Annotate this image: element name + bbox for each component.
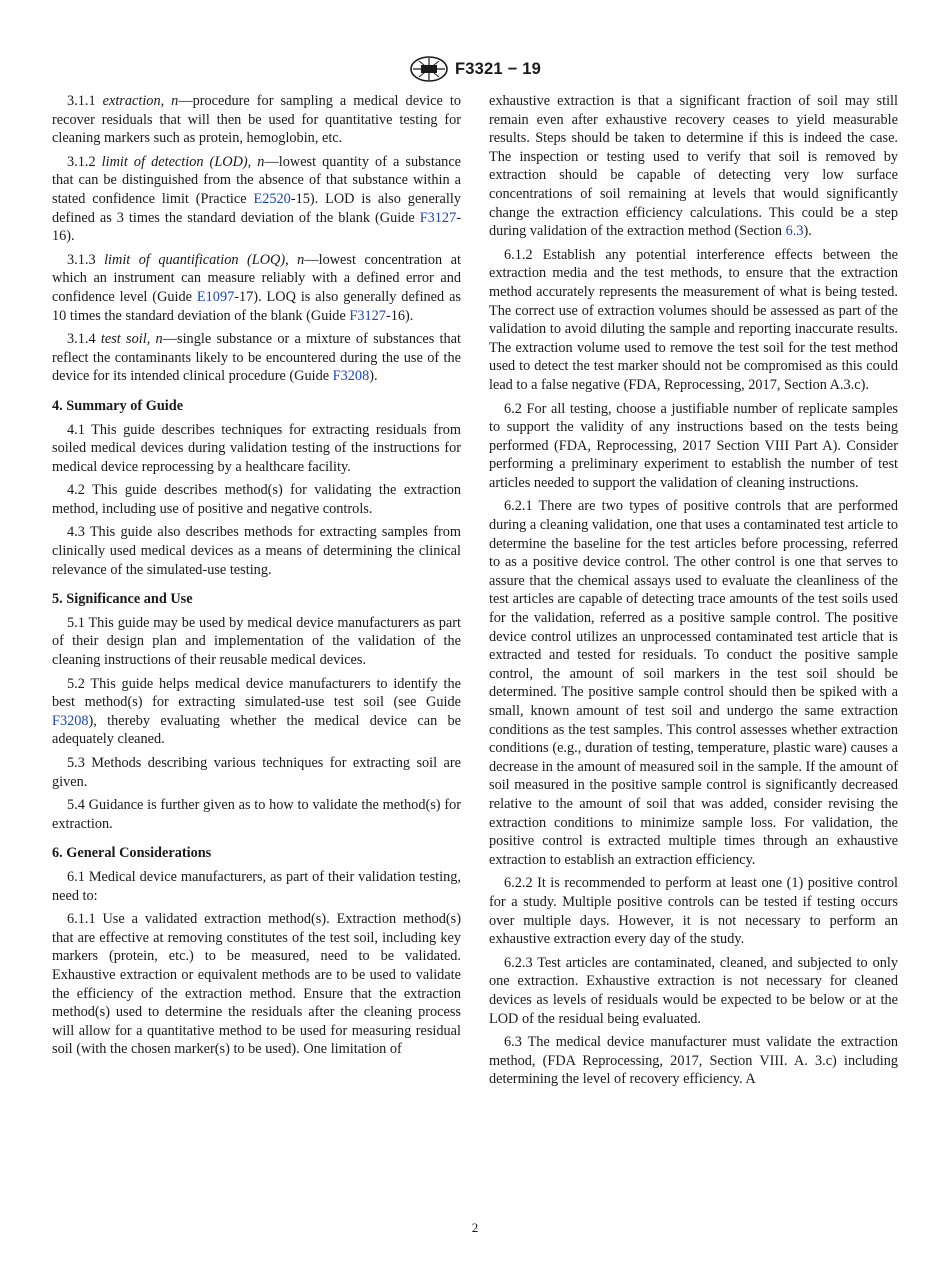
reference-link-f3127[interactable]: F3127 — [349, 307, 386, 324]
paragraph-6-1-1-continued: exhaustive extraction is that a significant fraction of soil may still remain even after exhaustive recovery ceases to yield measurable results. Steps should be taken to determine if this is indeed the case. The inspection or testing used to verify that soil is removed by extraction should be capable of detecting very low surface concentrations of soil remaining at levels that would significantly change the extraction efficiency calculations. This could be a step during validation of the extraction method (Section 6.3). — [489, 93, 898, 240]
paragraph-3-1-4: 3.1.4 test soil, n—single substance or a mixture of substances that reflect the contaminants likely to be encountered during the use of the device for its intended clinical procedure (Guide F3208). — [52, 331, 461, 385]
paragraph-5-1: 5.1 This guide may be used by medical device manufacturers as part of their design plan and implementation of the validation of the cleaning instructions of their reusable medical devices. — [52, 614, 461, 669]
paragraph-6-2-3: 6.2.3 Test articles are contaminated, cleaned, and subjected to only one extraction. Exhaustive extraction is not necessary for cleaned devices as levels of residuals would be expected to be below or at the LOD of the residual being evaluated. — [489, 954, 898, 1027]
term-label: limit of detection (LOD), n — [101, 153, 265, 170]
paragraph-4-1: 4.1 This guide describes techniques for extracting residuals from soiled medical devices during validation testing of the instructions for medical device reprocessing by a healthcare facility. — [52, 421, 461, 475]
paragraph-6-2-2: 6.2.2 It is recommended to perform at least one (1) positive control for a study. Multiple positive controls can be tested if testing occurs over multiple days. However, it is not necessary to perform an exhaustive extraction every day of the study. — [489, 875, 898, 948]
document-designation: F3321 − 19 — [455, 59, 541, 78]
term-label: extraction, n — [102, 93, 179, 109]
paragraph-6-1-2: 6.1.2 Establish any potential interference effects between the extraction media and the test methods, to ensure that the extraction method accurately represents the measurement of what is being tested. The correct use of extraction volumes should be assessed as part of the validation to avoid diluting the sample and reporting inaccurate results. The extraction volume used to remove the test soil for the test method used to detect the test marker should not be compromised as this could lead to a false negative (FDA, Reprocessing, 2017, Section A.3.c). — [489, 246, 898, 393]
paragraph-4-3: 4.3 This guide also describes methods for extracting samples from clinically used medical devices as a means of determining the clinical relevance of the simulated-use testing. — [52, 524, 461, 578]
term-label: limit of quantification (LOQ), n — [104, 251, 305, 268]
term-label: test soil, n — [100, 331, 163, 348]
paragraph-3-1-1: 3.1.1 extraction, n—procedure for sampling a medical device to recover residuals that will then be used for quantitative testing for cleaning markers such as protein, hemoglobin, etc. — [52, 93, 461, 147]
section-heading-5: 5. Significance and Use — [52, 591, 193, 608]
paragraph-5-3: 5.3 Methods describing various techniques for extracting soil are given. — [52, 755, 461, 790]
reference-link-f3208[interactable]: F3208 — [52, 712, 89, 729]
paragraph-4-2: 4.2 This guide describes method(s) for validating the extraction method, including use of positive and negative controls. — [52, 482, 461, 517]
page-number: 2 — [471, 1220, 479, 1235]
paragraph-6-2: 6.2 For all testing, choose a justifiable number of replicate samples to support the validity of any instructions based on the tests being performed (FDA, Reprocessing, 2017 Section VIII Part A). Consider performing a preliminary experiment to establish the number of test articles needed to support the validation of cleaning instructions. — [489, 400, 898, 491]
reference-link-f3208[interactable]: F3208 — [332, 368, 370, 385]
section-heading-6: 6. General Considerations — [52, 845, 212, 862]
paragraph-3-1-2: 3.1.2 limit of detection (LOD), n—lowest quantity of a substance that can be distinguished from the absence of that substance within a stated confidence limit (Practice E2520-15). LOD is also generally defined as 3 times the standard deviation of the blank (Guide F3127-16). — [52, 153, 462, 245]
paragraph-5-4: 5.4 Guidance is further given as to how to validate the method(s) for extraction. — [52, 797, 461, 832]
right-column — [489, 92, 898, 1094]
paragraph-6-1: 6.1 Medical device manufacturers, as part of their validation testing, need to: — [52, 868, 461, 904]
section-heading-4: 4. Summary of Guide — [52, 397, 184, 414]
reference-link-e2520[interactable]: E2520 — [253, 190, 291, 207]
reference-link-f3127[interactable]: F3127 — [419, 209, 457, 226]
section-link-6-3[interactable]: 6.3 — [785, 223, 804, 240]
paragraph-3-1-3: 3.1.3 limit of quantification (LOQ), n—lowest concentration at which an instrument can measure reliably with a defined error and confidence level (Guide E1097-17). LOQ is also generally defined as 10 times the standard deviation of the blank (Guide F3127-16). — [52, 251, 461, 324]
paragraph-5-2: 5.2 This guide helps medical device manufacturers to identify the best method(s) for extracting simulated-use test soil (see Guide F3208), thereby evaluating whether the medical device can be adequately cleaned. — [52, 675, 461, 748]
paragraph-6-2-1: 6.2.1 There are two types of positive controls that are performed during a cleaning validation, one that uses a contaminated test article to determine the baseline for the test articles before processing, referred to as a positive device control. The other control is one that serves to assure that the chemical assays used to evaluate the cleanliness of the test articles are capable of detecting trace amounts of the test soils used for the validation, referred as a positive sample control. The positive device control utilizes an unprocessed contaminated test article that is extracted and tested for residuals. To conduct the positive sample control, the amount of soil markers in the test soil should be determined. The positive sample control should then be spiked with a small, known amount of test soil and undergo the same extraction conditions as the test samples. This control assesses whether extraction conditions (e.g., duration of testing, temperature, plastic ware) causes a decrease in the amount of measured soil in the sample. If the amount of soil measured in the positive sample control is significantly decreased relative to the amount of soil that was added, consider revising the extraction conditions to minimize sample loss. For validation, the positive control is extracted multiple times through an exhaustive extraction to establish an extraction efficiency. — [489, 498, 898, 868]
astm-logo-icon — [409, 56, 449, 82]
page-header — [0, 56, 950, 82]
paragraph-6-1-1: 6.1.1 Use a validated extraction method(s). Extraction method(s) that are effective at removing constitutes of the test soil, including key markers (protein, etc.) to be measured, need to be validated. Exhaustive extraction or equivalent methods are to be used to validate the efficiency of the extraction method. Ensure that the extraction method(s) used to determine the residuals after the cleaning process will allow for a quantitative method to be used for measuring residual soil (with the chosen marker(s) to be used). One limitation of — [52, 911, 461, 1058]
paragraph-6-3: 6.3 The medical device manufacturer must validate the extraction method, (FDA Reprocessing, 2017, Section VIII. A. 3.c) including determining the level of recovery efficiency. A — [489, 1034, 898, 1088]
left-column — [52, 92, 461, 1064]
reference-link-e1097[interactable]: E1097 — [196, 288, 235, 305]
